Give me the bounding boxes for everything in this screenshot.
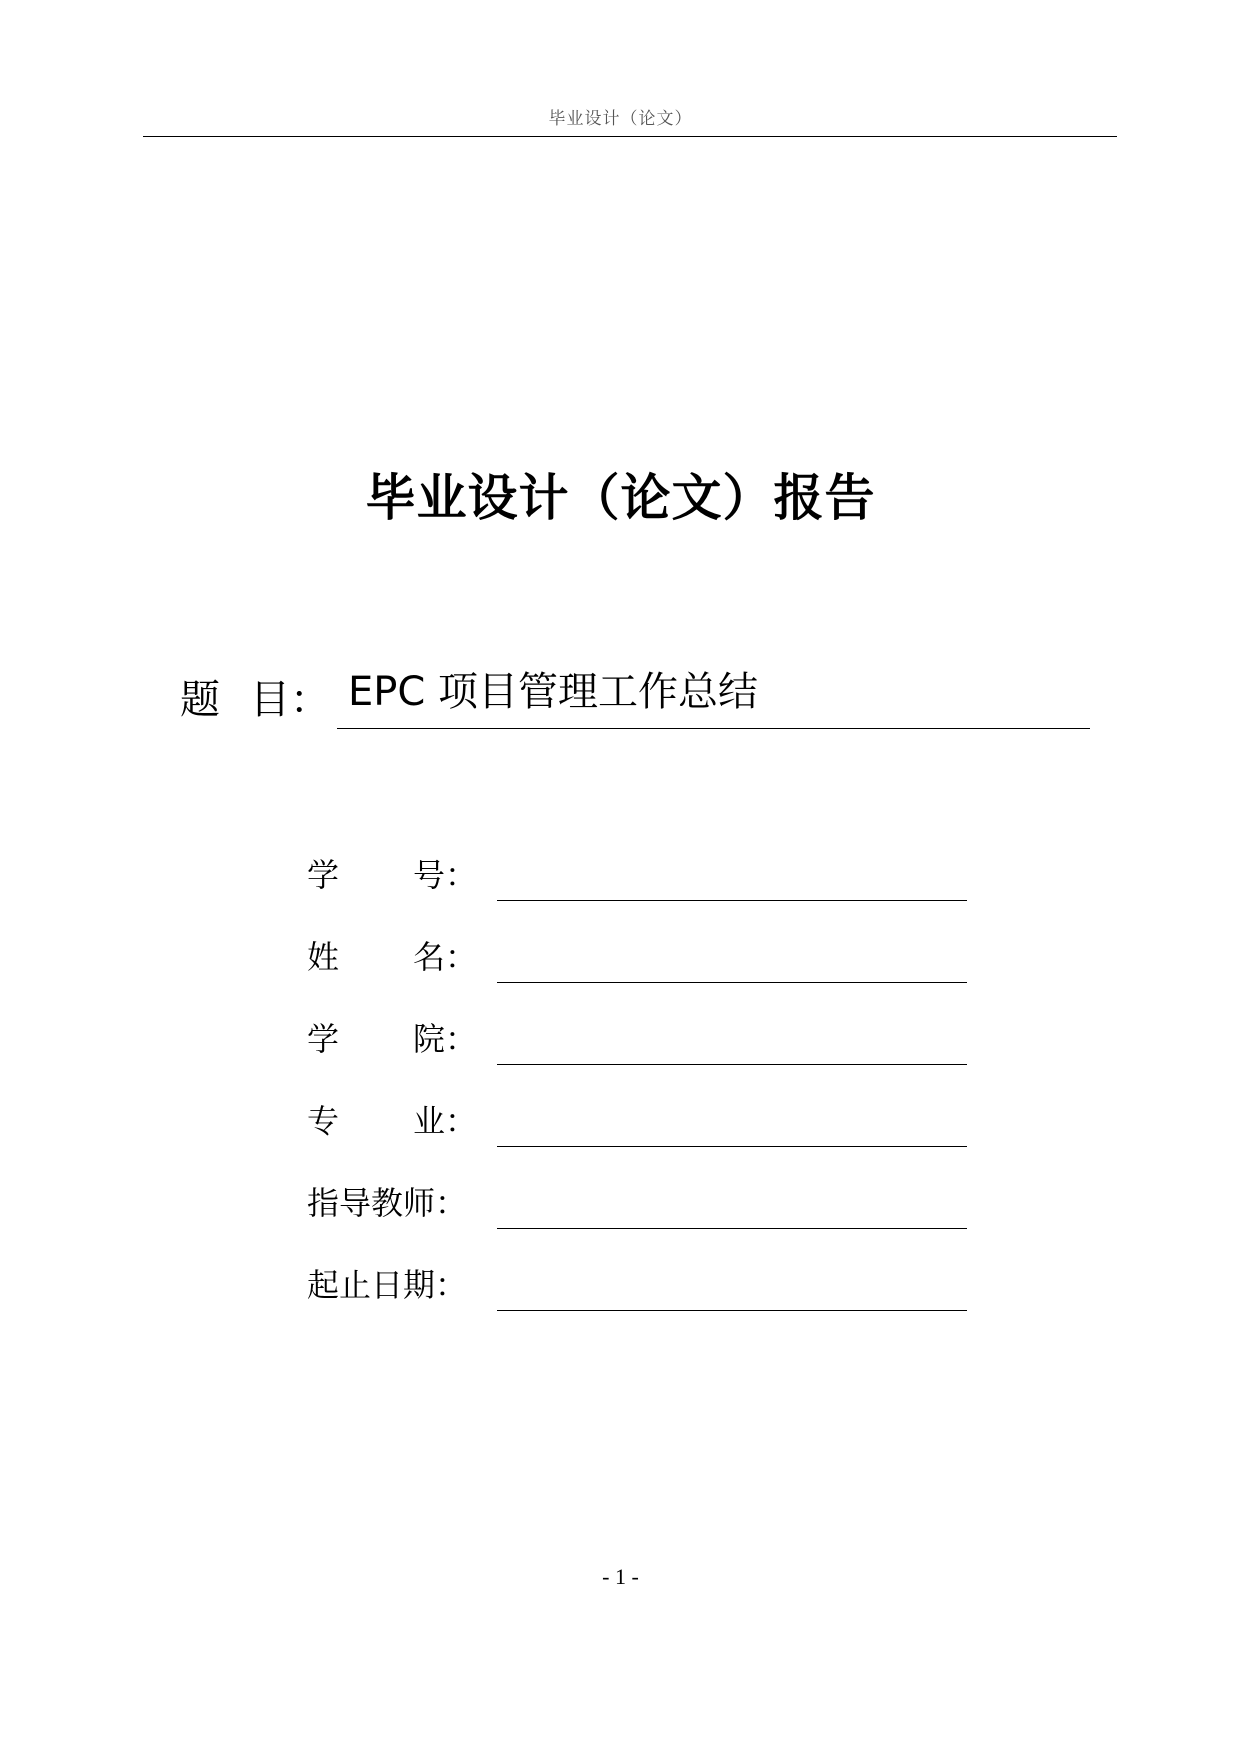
topic-label: [180, 668, 330, 725]
topic-underline: [337, 728, 1090, 729]
field-label-part-1: 专: [307, 1102, 340, 1140]
field-underline: [497, 900, 967, 901]
report-title: 毕业设计（论文）报告: [365, 469, 876, 527]
field-underline: [497, 1310, 967, 1311]
field-underline: [497, 1228, 967, 1229]
field-underline: [497, 1146, 967, 1147]
field-label: [307, 1096, 477, 1142]
field-label-part-2: 号：: [412, 856, 477, 894]
topic-value: EPC 项目管理工作总结: [348, 669, 759, 715]
field-label-part-2: 名：: [412, 938, 477, 976]
field-name: [307, 932, 967, 992]
field-major: [307, 1096, 967, 1156]
field-label-part-1: 学: [307, 1020, 340, 1058]
topic-label-part-2: 目：: [250, 677, 330, 723]
field-student-id: [307, 850, 967, 910]
header-rule: [143, 136, 1117, 137]
field-advisor: [307, 1178, 967, 1238]
running-header: 毕业设计（论文）: [548, 109, 693, 129]
field-label-part-2: 院：: [412, 1020, 477, 1058]
field-label-full: 起止日期：: [307, 1266, 468, 1304]
field-date-range: [307, 1260, 967, 1320]
field-label: [307, 850, 477, 896]
field-label-part-2: 业：: [412, 1102, 477, 1140]
page-number: - 1 -: [602, 1564, 639, 1589]
field-label-part-1: 学: [307, 856, 340, 894]
field-label-full: 指导教师：: [307, 1184, 468, 1222]
field-underline: [497, 1064, 967, 1065]
field-label: [307, 1014, 477, 1060]
topic-label-part-1: 题: [180, 677, 220, 723]
field-college: [307, 1014, 967, 1074]
field-label: [307, 1260, 477, 1306]
field-label-part-1: 姓: [307, 938, 340, 976]
field-underline: [497, 982, 967, 983]
field-label: [307, 932, 477, 978]
field-label: [307, 1178, 477, 1224]
